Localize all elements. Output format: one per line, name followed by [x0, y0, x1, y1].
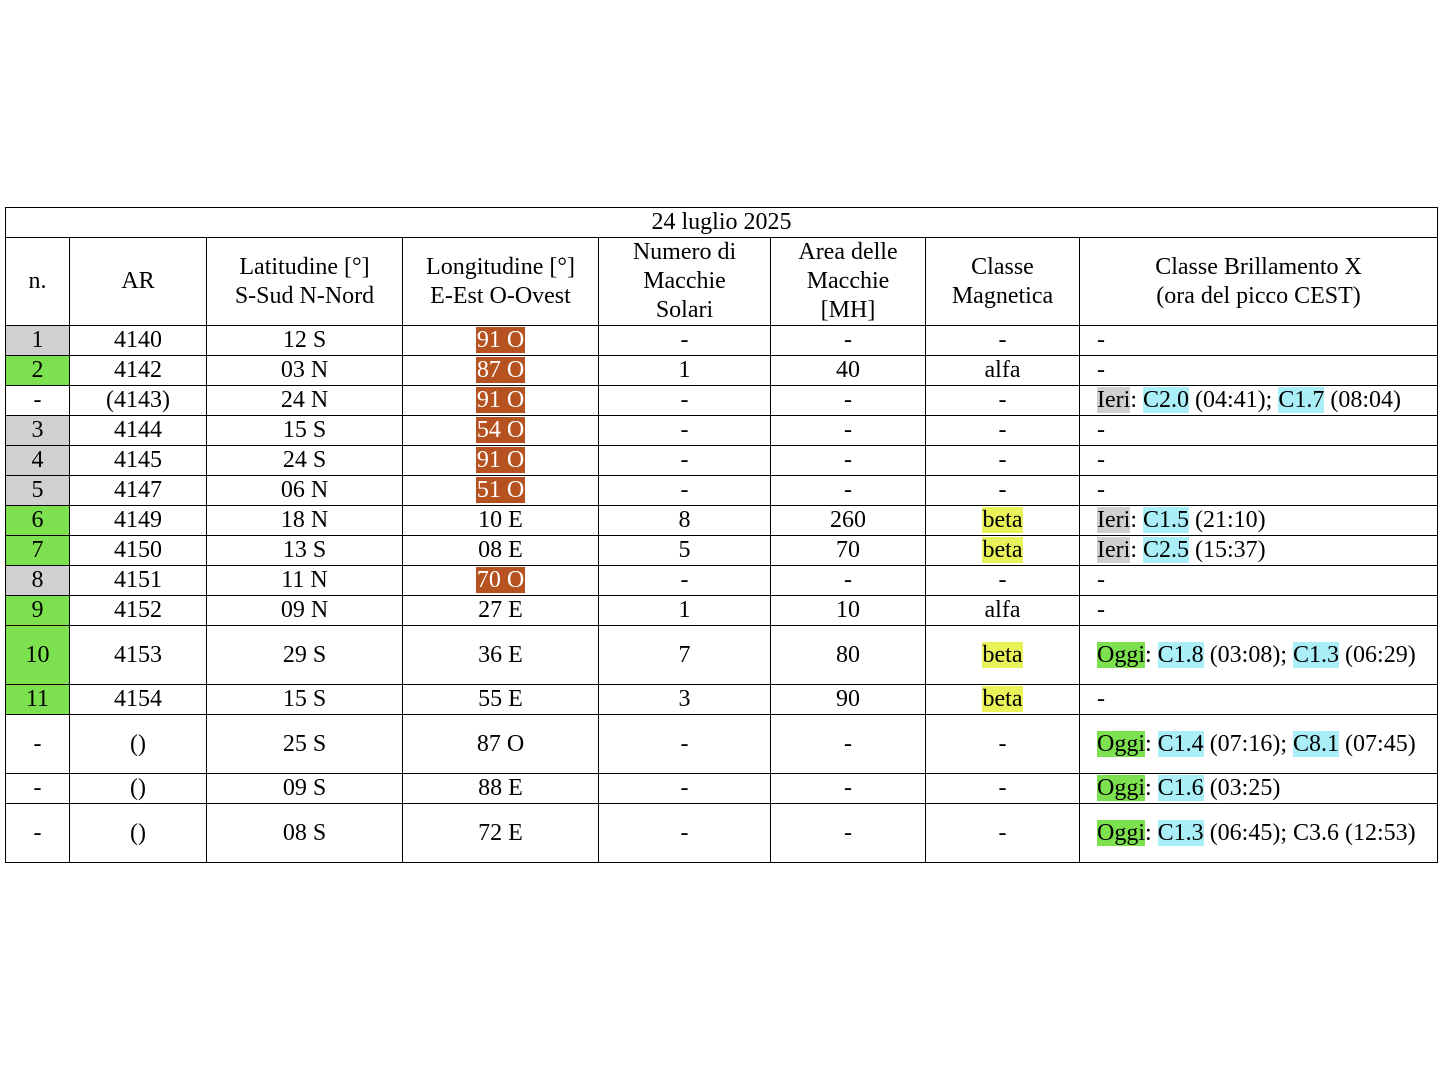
table-row — [6, 774, 1438, 804]
flare-segment: (06:29) — [1339, 641, 1416, 668]
cell-magnetic-class-highlight: beta — [982, 537, 1023, 563]
cell-n: - — [6, 774, 70, 804]
cell-magnetic-class — [926, 626, 1080, 685]
cell-flare — [1080, 566, 1438, 596]
cell-latitude: 11 N — [207, 566, 403, 596]
cell-sunspot-count: 8 — [599, 506, 771, 536]
flare-segment: C2.5 — [1142, 537, 1189, 563]
table-row — [6, 626, 1438, 685]
header-line: S-Sud N-Nord — [234, 282, 375, 309]
cell-sunspot-count: 1 — [599, 356, 771, 386]
cell-longitude: 10 E — [403, 506, 599, 536]
cell-longitude: 88 E — [403, 774, 599, 804]
cell-sunspot-count: - — [599, 774, 771, 804]
cell-longitude — [403, 386, 599, 416]
cell-latitude: 24 N — [207, 386, 403, 416]
cell-latitude: 09 N — [207, 596, 403, 626]
header-line: Area delle — [798, 239, 898, 265]
cell-magnetic-class: - — [926, 476, 1080, 506]
flare-segment: - — [1097, 597, 1105, 623]
header-line: Macchie — [643, 268, 726, 294]
cell-sunspot-count: - — [599, 386, 771, 416]
flare-segment: - — [1097, 327, 1105, 353]
cell-magnetic-class: - — [926, 715, 1080, 774]
cell-ar: () — [70, 715, 207, 774]
table-row — [6, 685, 1438, 715]
cell-ar: () — [70, 804, 207, 863]
flare-segment: - — [1097, 567, 1105, 593]
cell-flare — [1080, 416, 1438, 446]
cell-longitude: 08 E — [403, 536, 599, 566]
cell-sunspot-area: - — [771, 566, 926, 596]
flare-segment: : — [1130, 387, 1143, 413]
header-line: Macchie — [806, 268, 890, 294]
cell-longitude-highlight: 91 O — [476, 387, 525, 413]
table-row — [6, 566, 1438, 596]
header-line: AR — [121, 268, 155, 294]
flare-segment: Ieri — [1097, 387, 1131, 413]
cell-flare — [1080, 715, 1438, 774]
table-row — [6, 715, 1438, 774]
flare-segment: Ieri — [1097, 537, 1131, 563]
flare-segment: C1.3 — [1157, 819, 1204, 846]
flare-segment: C1.3 — [1293, 641, 1340, 668]
cell-longitude — [403, 566, 599, 596]
flare-segment: (04:41); — [1189, 387, 1279, 413]
cell-n: 2 — [6, 356, 70, 386]
table-row — [6, 536, 1438, 566]
cell-sunspot-area: 90 — [771, 685, 926, 715]
flare-segment: - — [1097, 686, 1105, 712]
flare-segment: - — [1097, 417, 1105, 443]
cell-longitude: 55 E — [403, 685, 599, 715]
cell-n: 4 — [6, 446, 70, 476]
cell-longitude-highlight: 70 O — [476, 567, 525, 593]
flare-segment: : — [1145, 730, 1158, 757]
cell-sunspot-area: 10 — [771, 596, 926, 626]
table-title: 24 luglio 2025 — [6, 208, 1438, 238]
cell-longitude — [403, 356, 599, 386]
cell-ar: 4151 — [70, 566, 207, 596]
cell-latitude: 25 S — [207, 715, 403, 774]
flare-segment: (15:37) — [1189, 537, 1266, 563]
cell-magnetic-class: - — [926, 774, 1080, 804]
cell-latitude: 13 S — [207, 536, 403, 566]
flare-segment: (06:45); C3.6 (12:53) — [1203, 819, 1416, 846]
header-row — [6, 238, 1438, 326]
cell-ar: 4144 — [70, 416, 207, 446]
table-row — [6, 416, 1438, 446]
cell-magnetic-class: - — [926, 446, 1080, 476]
header-line: Magnetica — [951, 282, 1054, 309]
flare-segment: (07:16); — [1203, 730, 1294, 757]
flare-segment: Oggi — [1097, 641, 1145, 668]
cell-magnetic-class: alfa — [926, 356, 1080, 386]
header-line: (ora del picco CEST) — [1156, 282, 1361, 309]
flare-segment: C1.5 — [1142, 507, 1189, 533]
cell-sunspot-count: 3 — [599, 685, 771, 715]
cell-longitude: 87 O — [403, 715, 599, 774]
flare-segment: C2.0 — [1142, 387, 1189, 413]
cell-ar: (4143) — [70, 386, 207, 416]
cell-latitude: 09 S — [207, 774, 403, 804]
cell-n: - — [6, 715, 70, 774]
cell-longitude — [403, 446, 599, 476]
cell-sunspot-area: - — [771, 326, 926, 356]
header-line: Classe — [971, 253, 1034, 280]
flare-segment: (03:08); — [1203, 641, 1294, 668]
cell-ar: 4147 — [70, 476, 207, 506]
cell-flare — [1080, 804, 1438, 863]
cell-n: 10 — [6, 626, 70, 685]
cell-sunspot-area: - — [771, 416, 926, 446]
table-row — [6, 446, 1438, 476]
cell-sunspot-count: - — [599, 804, 771, 863]
cell-magnetic-class-highlight: beta — [982, 686, 1023, 712]
cell-latitude: 18 N — [207, 506, 403, 536]
cell-sunspot-area: 40 — [771, 356, 926, 386]
cell-magnetic-class: - — [926, 804, 1080, 863]
cell-longitude-highlight: 87 O — [476, 357, 525, 383]
cell-longitude-highlight: 91 O — [476, 447, 525, 473]
cell-magnetic-class: - — [926, 326, 1080, 356]
cell-ar: 4154 — [70, 685, 207, 715]
header-longitude — [403, 238, 599, 326]
cell-n: 5 — [6, 476, 70, 506]
cell-flare — [1080, 326, 1438, 356]
cell-n: - — [6, 386, 70, 416]
flare-segment: C1.4 — [1157, 730, 1204, 757]
header-ar — [70, 238, 207, 326]
cell-longitude-highlight: 91 O — [476, 327, 525, 353]
cell-n: 7 — [6, 536, 70, 566]
cell-magnetic-class: alfa — [926, 596, 1080, 626]
cell-sunspot-area: 70 — [771, 536, 926, 566]
flare-segment: (08:04) — [1324, 387, 1401, 413]
cell-sunspot-count: - — [599, 326, 771, 356]
cell-sunspot-area: 260 — [771, 506, 926, 536]
flare-segment: Ieri — [1097, 507, 1131, 533]
cell-flare — [1080, 356, 1438, 386]
flare-segment: (03:25) — [1203, 775, 1281, 801]
header-line: [MH] — [820, 297, 876, 323]
flare-segment: Oggi — [1097, 730, 1145, 757]
cell-ar: 4152 — [70, 596, 207, 626]
cell-n: - — [6, 804, 70, 863]
table-row — [6, 326, 1438, 356]
flare-segment: : — [1130, 507, 1143, 533]
cell-sunspot-area: - — [771, 804, 926, 863]
cell-ar: 4140 — [70, 326, 207, 356]
header-sunspot-area — [771, 238, 926, 326]
flare-segment: (21:10) — [1189, 507, 1266, 533]
header-line: Latitudine [°] — [239, 253, 370, 280]
cell-longitude-highlight: 51 O — [476, 477, 525, 503]
cell-sunspot-count: - — [599, 476, 771, 506]
header-magnetic-class — [926, 238, 1080, 326]
cell-n: 3 — [6, 416, 70, 446]
cell-n: 11 — [6, 685, 70, 715]
header-line: Classe Brillamento X — [1155, 253, 1362, 280]
cell-longitude — [403, 416, 599, 446]
cell-ar: 4149 — [70, 506, 207, 536]
header-line: Numero di — [632, 239, 737, 265]
flare-segment: C8.1 — [1293, 730, 1340, 757]
flare-segment: : — [1145, 819, 1158, 846]
cell-sunspot-area: 80 — [771, 626, 926, 685]
cell-n: 9 — [6, 596, 70, 626]
header-n — [6, 238, 70, 326]
flare-segment: : — [1130, 537, 1143, 563]
cell-magnetic-class-highlight: beta — [982, 641, 1023, 668]
flare-segment: Oggi — [1097, 819, 1145, 846]
table-row — [6, 596, 1438, 626]
header-sunspot-count — [599, 238, 771, 326]
cell-magnetic-class: - — [926, 386, 1080, 416]
cell-flare — [1080, 626, 1438, 685]
cell-latitude: 06 N — [207, 476, 403, 506]
cell-longitude: 72 E — [403, 804, 599, 863]
table-row — [6, 804, 1438, 863]
cell-sunspot-count: 5 — [599, 536, 771, 566]
cell-n: 1 — [6, 326, 70, 356]
cell-ar: 4150 — [70, 536, 207, 566]
cell-ar: () — [70, 774, 207, 804]
cell-flare — [1080, 596, 1438, 626]
cell-latitude: 08 S — [207, 804, 403, 863]
cell-sunspot-area: - — [771, 386, 926, 416]
cell-latitude: 12 S — [207, 326, 403, 356]
cell-sunspot-area: - — [771, 715, 926, 774]
flare-segment: C1.6 — [1157, 775, 1204, 801]
table-row — [6, 506, 1438, 536]
cell-magnetic-class-highlight: beta — [982, 507, 1023, 533]
cell-sunspot-count: - — [599, 715, 771, 774]
cell-sunspot-area: - — [771, 774, 926, 804]
cell-magnetic-class: - — [926, 416, 1080, 446]
cell-magnetic-class — [926, 506, 1080, 536]
cell-n: 6 — [6, 506, 70, 536]
cell-latitude: 29 S — [207, 626, 403, 685]
table-row — [6, 386, 1438, 416]
table-row — [6, 356, 1438, 386]
cell-flare — [1080, 476, 1438, 506]
header-line: Longitudine [°] — [426, 253, 575, 280]
cell-sunspot-area: - — [771, 446, 926, 476]
cell-ar: 4153 — [70, 626, 207, 685]
cell-flare — [1080, 536, 1438, 566]
header-line: E-Est O-Ovest — [430, 282, 571, 309]
table-row — [6, 476, 1438, 506]
sunspot-table — [5, 207, 1438, 863]
cell-longitude — [403, 326, 599, 356]
cell-longitude: 36 E — [403, 626, 599, 685]
cell-ar: 4145 — [70, 446, 207, 476]
cell-n: 8 — [6, 566, 70, 596]
cell-sunspot-count: - — [599, 416, 771, 446]
cell-longitude — [403, 476, 599, 506]
cell-flare — [1080, 685, 1438, 715]
flare-segment: : — [1145, 775, 1158, 801]
header-line: n. — [28, 268, 47, 294]
cell-sunspot-count: 1 — [599, 596, 771, 626]
cell-sunspot-count: - — [599, 566, 771, 596]
cell-flare — [1080, 386, 1438, 416]
cell-latitude: 15 S — [207, 685, 403, 715]
cell-longitude: 27 E — [403, 596, 599, 626]
cell-sunspot-count: - — [599, 446, 771, 476]
flare-segment: - — [1097, 357, 1105, 383]
flare-segment: C1.8 — [1157, 641, 1204, 668]
cell-sunspot-area: - — [771, 476, 926, 506]
cell-magnetic-class — [926, 536, 1080, 566]
cell-ar: 4142 — [70, 356, 207, 386]
cell-latitude: 03 N — [207, 356, 403, 386]
flare-segment: Oggi — [1097, 775, 1145, 801]
cell-latitude: 15 S — [207, 416, 403, 446]
flare-segment: - — [1097, 447, 1105, 473]
cell-longitude-highlight: 54 O — [476, 417, 525, 443]
flare-segment: : — [1145, 641, 1158, 668]
cell-magnetic-class — [926, 685, 1080, 715]
header-line: Solari — [655, 297, 714, 323]
cell-flare — [1080, 774, 1438, 804]
flare-segment: (07:45) — [1339, 730, 1416, 757]
header-flare-class — [1080, 238, 1438, 326]
cell-latitude: 24 S — [207, 446, 403, 476]
flare-segment: - — [1097, 477, 1105, 503]
cell-flare — [1080, 506, 1438, 536]
cell-flare — [1080, 446, 1438, 476]
cell-sunspot-count: 7 — [599, 626, 771, 685]
header-latitude — [207, 238, 403, 326]
flare-segment: C1.7 — [1278, 387, 1325, 413]
table-body — [6, 326, 1438, 863]
cell-magnetic-class: - — [926, 566, 1080, 596]
